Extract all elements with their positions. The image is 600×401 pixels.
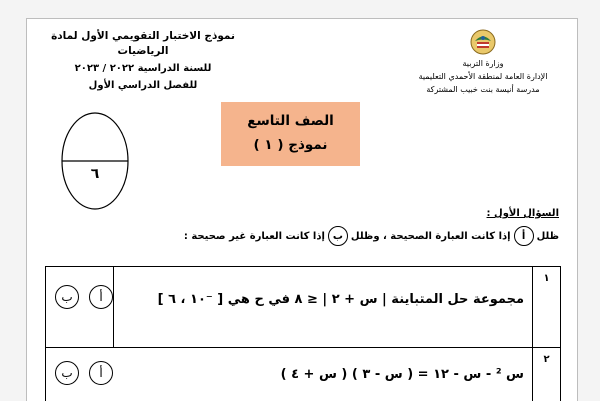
answer-a-bubble[interactable]: أ [89, 361, 113, 385]
question-title: السؤال الأول : [486, 208, 559, 219]
term-label: للفصل الدراسي الأول [88, 80, 198, 91]
answer-b-bubble[interactable]: ب [55, 285, 79, 309]
option-true-circle: أ [514, 226, 534, 246]
item-statement-text: مجموعة حل المتباينة | س + ٢ | ≤ ٨ في ح هي [ ⁻١٠ ، ٦ ] [157, 292, 524, 307]
answer-a-bubble[interactable]: أ [89, 285, 113, 309]
exam-title: نموذج الاختبار التقويمي الأول لمادة الرياضيات [51, 30, 235, 57]
instr-part3: إذا كانت العبارة غير صحيحة : [183, 230, 325, 242]
answer-b-cell [46, 348, 80, 401]
grade-label: الصف التاسع [247, 113, 334, 129]
item-statement [114, 348, 532, 401]
model-label: نموذج ( ١ ) [253, 137, 328, 153]
directorate-name: الإدارة العامة لمنطقة الأحمدي التعليمية [418, 72, 548, 81]
school-year: للسنة الدراسية ٢٠٢٢ / ٢٠٢٣ [74, 63, 212, 74]
answer-a-cell [80, 267, 114, 347]
item-number: ١ [532, 267, 560, 347]
exam-header [33, 29, 253, 93]
item-statement-text: س ² - س - ١٢ = ( س - ٣ ) ( س + ٤ ) [280, 367, 524, 382]
option-false-circle: ب [328, 226, 348, 246]
table-row [45, 266, 561, 348]
instr-part2: إذا كانت العبارة الصحيحة ، وظلل [350, 230, 511, 242]
ministry-name: وزارة التربية [462, 59, 504, 68]
table-row [45, 348, 561, 401]
answer-b-cell [46, 267, 80, 347]
item-number: ٢ [532, 348, 560, 401]
score-total: ٦ [90, 166, 100, 182]
questions-table [45, 266, 561, 401]
score-oval [60, 111, 130, 211]
instructions [184, 226, 559, 246]
grade-box [221, 102, 360, 166]
instr-part1: ظلل [536, 230, 559, 242]
item-statement [114, 267, 532, 347]
score-oval-shape [60, 111, 130, 211]
answer-a-cell [80, 348, 114, 401]
exam-page [26, 18, 578, 401]
ministry-header [403, 29, 563, 96]
answer-b-bubble[interactable]: ب [55, 361, 79, 385]
ministry-emblem-icon [470, 29, 496, 55]
school-name: مدرسة أنيسة بنت خبيب المشتركة [426, 85, 540, 94]
